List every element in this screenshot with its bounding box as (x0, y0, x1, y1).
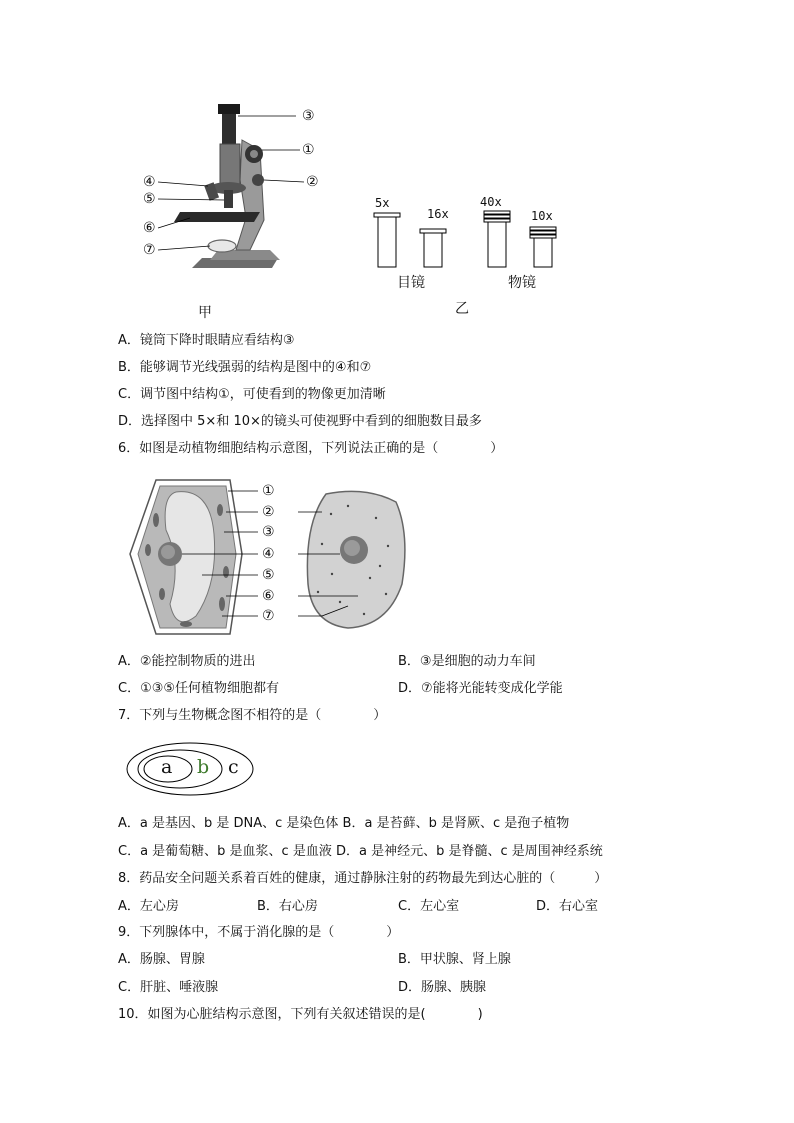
concept-label-a: a (161, 756, 173, 778)
q7-stem: 7．下列与生物概念图不相符的是（ ） (118, 708, 387, 723)
objective-caption: 物镜 (508, 275, 536, 291)
q8-stem: 8．药品安全问题关系着百姓的健康，通过静脉注射的药物最先到达心脏的（ ） (118, 871, 608, 886)
cell-marker-1: ① (262, 483, 275, 499)
microscope-marker-4: ④ (143, 174, 156, 190)
eyepiece-caption: 目镜 (397, 275, 425, 291)
microscope-marker-1: ① (302, 142, 315, 158)
concept-label-b: b (197, 756, 210, 778)
microscope-figure (130, 100, 330, 280)
eyepiece-16x-label: 16x (427, 207, 449, 221)
microscope-marker-2: ② (306, 174, 319, 190)
cell-marker-7: ⑦ (262, 608, 275, 624)
q7-options-line1: A．a 是基因、b 是 DNA、c 是染色体 B．a 是苔藓、b 是肾厥、c 是孢子植物 (118, 816, 570, 831)
microscope-marker-5: ⑤ (143, 191, 156, 207)
q6-option-c: C．①③⑤任何植物细胞都有 (118, 681, 280, 696)
q9-option-c: C．肝脏、唾液腺 (118, 980, 219, 995)
q5-option-b: B．能够调节光线强弱的结构是图中的④和⑦ (118, 360, 372, 375)
cell-marker-2: ② (262, 504, 275, 520)
cell-marker-3: ③ (262, 524, 275, 540)
microscope-marker-7: ⑦ (143, 242, 156, 258)
q9-option-a: A．肠腺、胃腺 (118, 952, 205, 967)
microscope-marker-3: ③ (302, 108, 315, 124)
microscope-marker-6: ⑥ (143, 220, 156, 236)
q8-option-a: A．左心房 (118, 899, 179, 914)
concept-diagram (124, 740, 260, 800)
q10-stem: 10．如图为心脏结构示意图，下列有关叙述错误的是( ) (118, 1007, 483, 1022)
q8-option-b: B．右心房 (257, 899, 318, 914)
q5-option-d: D．选择图中 5×和 10×的镜头可使视野中看到的细胞数目最多 (118, 414, 482, 429)
eyepiece-5x-label: 5x (375, 196, 390, 210)
q7-options-line2: C．a 是葡萄糖、b 是血浆、c 是血液 D．a 是神经元、b 是脊髓、c 是周围神经系统 (118, 844, 603, 859)
q6-stem: 6．如图是动植物细胞结构示意图，下列说法正确的是（ ） (118, 441, 504, 456)
caption-jia: 甲 (198, 305, 212, 321)
objective-40x-label: 40x (480, 195, 502, 209)
q5-option-a: A．镜筒下降时眼睛应看结构③ (118, 333, 295, 348)
caption-yi: 乙 (455, 301, 469, 317)
cell-marker-5: ⑤ (262, 567, 275, 583)
cell-marker-6: ⑥ (262, 588, 275, 604)
cell-marker-4: ④ (262, 546, 275, 562)
q6-option-d: D．⑦能将光能转变成化学能 (398, 681, 563, 696)
q9-option-b: B．甲状腺、肾上腺 (398, 952, 511, 967)
q9-stem: 9．下列腺体中，不属于消化腺的是（ ） (118, 925, 400, 940)
q6-option-b: B．③是细胞的动力车间 (398, 654, 536, 669)
objective-10x-label: 10x (531, 209, 553, 223)
q5-option-c: C．调节图中结构①，可使看到的物像更加清晰 (118, 387, 386, 402)
q6-option-a: A．②能控制物质的进出 (118, 654, 256, 669)
concept-label-c: c (228, 756, 239, 778)
q8-option-d: D．右心室 (536, 899, 599, 914)
q9-option-d: D．肠腺、胰腺 (398, 980, 487, 995)
q8-option-c: C．左心室 (398, 899, 460, 914)
